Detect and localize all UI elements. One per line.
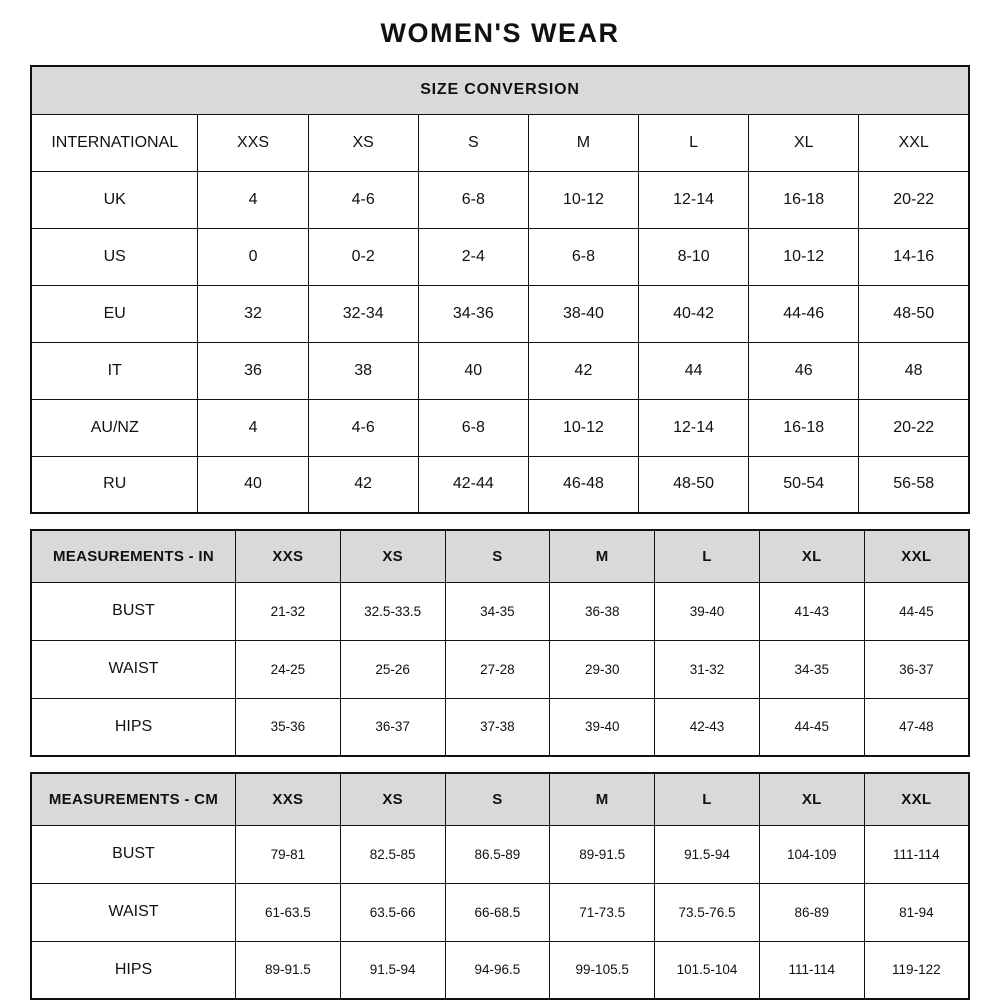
value-cell: 40-42	[639, 285, 749, 342]
value-cell: 38	[308, 342, 418, 399]
table-row	[31, 640, 969, 698]
header-size-cell: S	[445, 773, 550, 825]
row-label-cell: RU	[31, 456, 198, 513]
row-label-cell: IT	[31, 342, 198, 399]
value-cell: 16-18	[749, 399, 859, 456]
value-cell: 48	[859, 342, 969, 399]
row-label-cell: AU/NZ	[31, 399, 198, 456]
header-row	[31, 773, 969, 825]
value-cell: 4	[198, 399, 308, 456]
header-size-cell: XS	[340, 773, 445, 825]
value-cell: 89-91.5	[550, 825, 655, 883]
value-cell: 111-114	[864, 825, 969, 883]
value-cell: 36-38	[550, 582, 655, 640]
value-cell: 50-54	[749, 456, 859, 513]
value-cell: 27-28	[445, 640, 550, 698]
table-row	[31, 171, 969, 228]
value-cell: 42-44	[418, 456, 528, 513]
value-cell: 20-22	[859, 399, 969, 456]
size-conversion-table	[30, 65, 970, 514]
value-cell: 42	[308, 456, 418, 513]
value-cell: 61-63.5	[235, 883, 340, 941]
value-cell: 48-50	[859, 285, 969, 342]
header-label-cell: MEASUREMENTS - IN	[31, 530, 235, 582]
header-label-cell: INTERNATIONAL	[31, 114, 198, 171]
row-label-cell: HIPS	[31, 698, 235, 756]
header-size-cell: S	[418, 114, 528, 171]
value-cell: 32	[198, 285, 308, 342]
header-size-cell: XXS	[235, 773, 340, 825]
value-cell: 86-89	[759, 883, 864, 941]
value-cell: 86.5-89	[445, 825, 550, 883]
value-cell: 0	[198, 228, 308, 285]
value-cell: 12-14	[639, 399, 749, 456]
row-label-cell: US	[31, 228, 198, 285]
value-cell: 40	[198, 456, 308, 513]
value-cell: 36-37	[340, 698, 445, 756]
value-cell: 39-40	[550, 698, 655, 756]
value-cell: 6-8	[528, 228, 638, 285]
value-cell: 91.5-94	[655, 825, 760, 883]
value-cell: 66-68.5	[445, 883, 550, 941]
header-label-cell: MEASUREMENTS - CM	[31, 773, 235, 825]
value-cell: 35-36	[235, 698, 340, 756]
size-conversion-section	[30, 65, 970, 514]
value-cell: 39-40	[655, 582, 760, 640]
header-size-cell: XXL	[864, 773, 969, 825]
value-cell: 34-35	[759, 640, 864, 698]
value-cell: 4-6	[308, 399, 418, 456]
value-cell: 111-114	[759, 941, 864, 999]
table-row	[31, 825, 969, 883]
value-cell: 48-50	[639, 456, 749, 513]
value-cell: 44	[639, 342, 749, 399]
header-size-cell: XXS	[235, 530, 340, 582]
header-size-cell: XS	[340, 530, 445, 582]
header-size-cell: L	[655, 773, 760, 825]
header-size-cell: M	[550, 530, 655, 582]
value-cell: 44-45	[759, 698, 864, 756]
value-cell: 46-48	[528, 456, 638, 513]
header-size-cell: XXL	[859, 114, 969, 171]
value-cell: 6-8	[418, 171, 528, 228]
table-row	[31, 582, 969, 640]
value-cell: 34-35	[445, 582, 550, 640]
measurements-cm-table	[30, 772, 970, 1000]
value-cell: 31-32	[655, 640, 760, 698]
value-cell: 14-16	[859, 228, 969, 285]
value-cell: 4-6	[308, 171, 418, 228]
value-cell: 104-109	[759, 825, 864, 883]
measurements-cm-section	[30, 772, 970, 1000]
table-row	[31, 285, 969, 342]
value-cell: 21-32	[235, 582, 340, 640]
value-cell: 0-2	[308, 228, 418, 285]
value-cell: 81-94	[864, 883, 969, 941]
header-size-cell: XL	[759, 530, 864, 582]
header-size-cell: XL	[759, 773, 864, 825]
row-label-cell: UK	[31, 171, 198, 228]
table-row	[31, 698, 969, 756]
value-cell: 10-12	[528, 171, 638, 228]
table-row	[31, 228, 969, 285]
value-cell: 29-30	[550, 640, 655, 698]
value-cell: 44-45	[864, 582, 969, 640]
value-cell: 82.5-85	[340, 825, 445, 883]
value-cell: 16-18	[749, 171, 859, 228]
row-label-cell: WAIST	[31, 883, 235, 941]
header-size-cell: L	[655, 530, 760, 582]
page-title: WOMEN'S WEAR	[380, 18, 620, 48]
table-title: SIZE CONVERSION	[31, 66, 969, 114]
value-cell: 37-38	[445, 698, 550, 756]
header-size-cell: S	[445, 530, 550, 582]
value-cell: 10-12	[749, 228, 859, 285]
value-cell: 71-73.5	[550, 883, 655, 941]
row-label-cell: WAIST	[31, 640, 235, 698]
table-row	[31, 456, 969, 513]
value-cell: 99-105.5	[550, 941, 655, 999]
value-cell: 34-36	[418, 285, 528, 342]
value-cell: 47-48	[864, 698, 969, 756]
header-size-cell: XL	[749, 114, 859, 171]
value-cell: 73.5-76.5	[655, 883, 760, 941]
value-cell: 63.5-66	[340, 883, 445, 941]
header-size-cell: M	[550, 773, 655, 825]
table-row	[31, 399, 969, 456]
table-title-row	[31, 66, 969, 114]
value-cell: 91.5-94	[340, 941, 445, 999]
value-cell: 32-34	[308, 285, 418, 342]
value-cell: 38-40	[528, 285, 638, 342]
header-row	[31, 114, 969, 171]
value-cell: 56-58	[859, 456, 969, 513]
header-size-cell: L	[639, 114, 749, 171]
value-cell: 10-12	[528, 399, 638, 456]
value-cell: 8-10	[639, 228, 749, 285]
value-cell: 42-43	[655, 698, 760, 756]
value-cell: 46	[749, 342, 859, 399]
row-label-cell: BUST	[31, 825, 235, 883]
value-cell: 32.5-33.5	[340, 582, 445, 640]
row-label-cell: BUST	[31, 582, 235, 640]
measurements-in-section	[30, 529, 970, 757]
value-cell: 41-43	[759, 582, 864, 640]
header-size-cell: M	[528, 114, 638, 171]
table-row	[31, 342, 969, 399]
value-cell: 40	[418, 342, 528, 399]
row-label-cell: HIPS	[31, 941, 235, 999]
row-label-cell: EU	[31, 285, 198, 342]
header-size-cell: XS	[308, 114, 418, 171]
measurements-in-table	[30, 529, 970, 757]
value-cell: 4	[198, 171, 308, 228]
value-cell: 24-25	[235, 640, 340, 698]
value-cell: 89-91.5	[235, 941, 340, 999]
table-row	[31, 941, 969, 999]
value-cell: 94-96.5	[445, 941, 550, 999]
value-cell: 42	[528, 342, 638, 399]
value-cell: 2-4	[418, 228, 528, 285]
value-cell: 25-26	[340, 640, 445, 698]
value-cell: 36	[198, 342, 308, 399]
value-cell: 79-81	[235, 825, 340, 883]
header-row	[31, 530, 969, 582]
table-row	[31, 883, 969, 941]
value-cell: 6-8	[418, 399, 528, 456]
value-cell: 12-14	[639, 171, 749, 228]
header-size-cell: XXS	[198, 114, 308, 171]
value-cell: 119-122	[864, 941, 969, 999]
value-cell: 20-22	[859, 171, 969, 228]
value-cell: 44-46	[749, 285, 859, 342]
header-size-cell: XXL	[864, 530, 969, 582]
value-cell: 36-37	[864, 640, 969, 698]
value-cell: 101.5-104	[655, 941, 760, 999]
